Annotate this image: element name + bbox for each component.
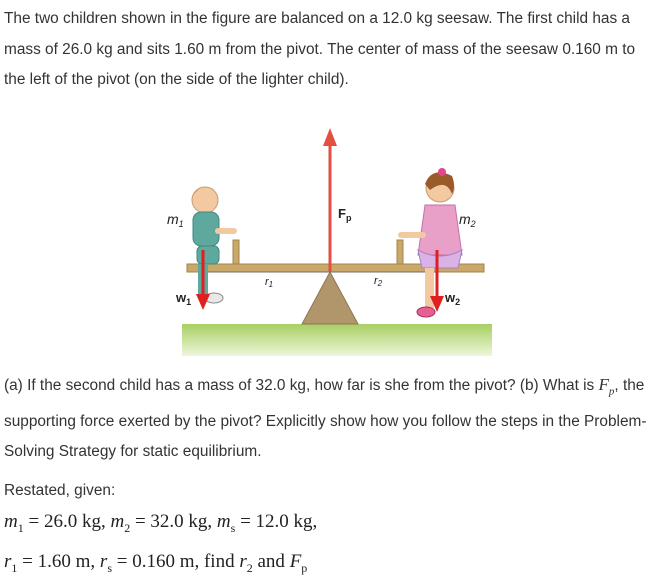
label-w1: $w_1$	[176, 290, 192, 307]
label-m1: $m_1$	[167, 211, 184, 229]
given-values-line-1: $m_1 = 26.0$ kg, $m_2 = 32.0$ kg, $m_s = 12.0$ kg,	[4, 511, 318, 535]
question-text	[4, 370, 652, 468]
given-values-line-2: $r_1 = 1.60$ m, $r_s = 0.160$ m, find $r_2$ and $F_p$	[4, 551, 308, 575]
question-part2: , the supporting force exerted by the pivot? Explicitly show how you follow the steps in the Problem-Solving Strategy for static equilibrium.	[4, 377, 647, 461]
restated-label: Restated, given:	[4, 482, 116, 499]
fp-symbol: $F_p$	[598, 375, 615, 398]
label-w2: $w_2$	[445, 290, 461, 307]
pivot-triangle	[302, 272, 358, 324]
label-r1: r1	[265, 276, 274, 289]
label-m2: $m_2$	[459, 211, 476, 229]
left-handle	[233, 240, 239, 264]
fp-arrow-head	[323, 128, 337, 146]
child-1-illustration	[192, 187, 237, 303]
problem-intro-text: The two children shown in the figure are balanced on a 12.0 kg seesaw. The first child has a mass of 26.0 kg and sits 1.60 m from the pivot. The center of mass of the seesaw 0.160 m to the left of the pivot (on the side of the lighter child).	[4, 10, 636, 88]
label-r2: r2	[374, 275, 383, 288]
ground	[182, 324, 492, 356]
label-fp: $F_p$	[338, 206, 352, 223]
right-handle	[397, 240, 403, 264]
question-part1: (a) If the second child has a mass of 32.0 kg, how far is she from the pivot? (b) What is	[4, 377, 599, 394]
